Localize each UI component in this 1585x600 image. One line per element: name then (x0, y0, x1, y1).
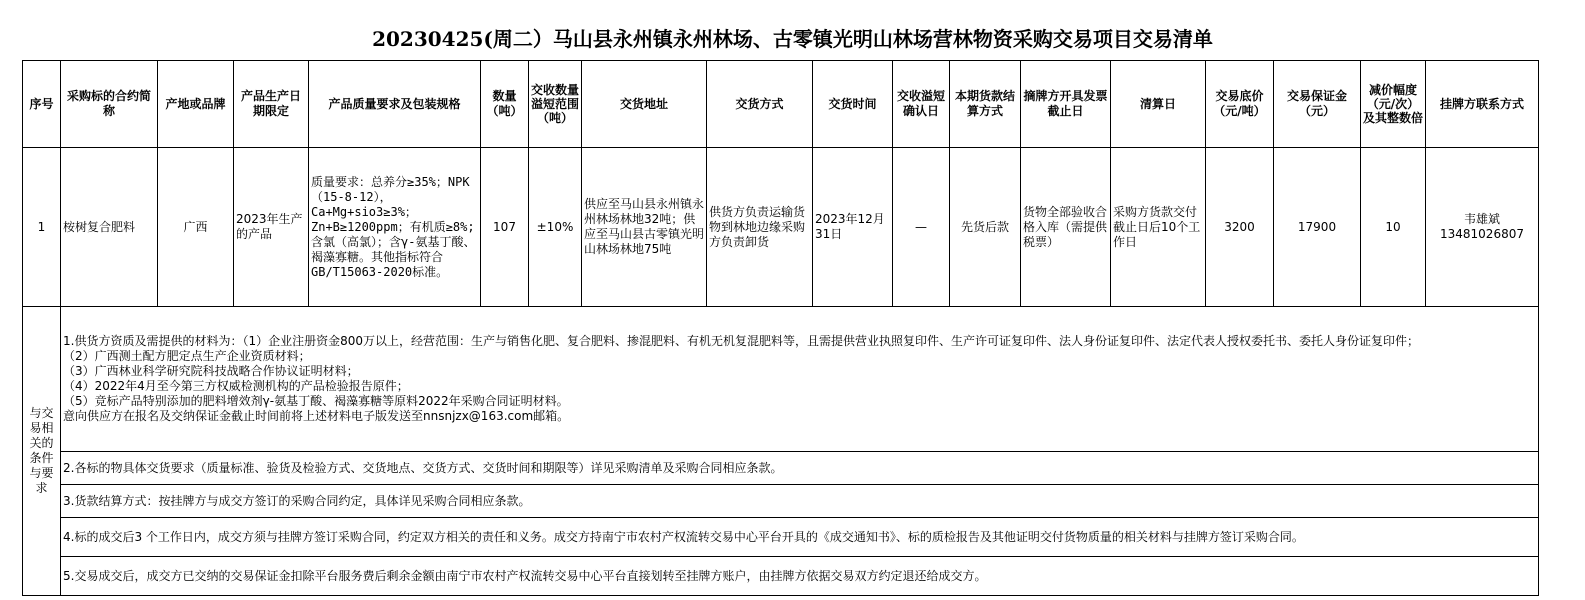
header-date: 产品生产日期限定 (234, 61, 309, 148)
header-qty: 数量（吨） (481, 61, 529, 148)
condition-row-3 (23, 485, 1539, 518)
header-name: 采购标的合约简称 (61, 61, 158, 148)
cell-seq: 1 (23, 148, 61, 307)
cell-time: 2023年12月31日 (813, 148, 893, 307)
cell-contact (1426, 148, 1539, 307)
cell-deposit: 17900 (1274, 148, 1361, 307)
cell-step: 10 (1361, 148, 1426, 307)
condition-1 (61, 307, 1539, 452)
header-quality: 产品质量要求及包装规格 (309, 61, 481, 148)
condition-2: 2.各标的物具体交货要求（质量标准、验货及检验方式、交货地点、交货方式、交货时间和期限等）详见采购清单及采购合同相应条款。 (61, 452, 1539, 485)
cell-date: 2023年生产的产品 (234, 148, 309, 307)
condition-row-4 (23, 518, 1539, 557)
cell-name: 桉树复合肥料 (61, 148, 158, 307)
cell-payment: 先货后款 (950, 148, 1021, 307)
header-invoice: 摘牌方开具发票截止日 (1021, 61, 1111, 148)
header-clear: 清算日 (1111, 61, 1206, 148)
header-row (23, 61, 1539, 148)
condition-row-5 (23, 557, 1539, 596)
condition-1-line: （5）竞标产品特别添加的肥料增效剂γ-氨基丁酸、褐藻寡糖等原料2022年采购合同证明材料。 (63, 394, 569, 408)
conditions-label: 与交易相关的条件与要求 (23, 307, 61, 596)
condition-1-line: （2）广西测土配方肥定点生产企业资质材料； (63, 349, 311, 363)
transaction-table (22, 60, 1539, 596)
contact-name: 韦雄斌 (1463, 212, 1500, 226)
header-step: 减价幅度（元/次）及其整数倍 (1361, 61, 1426, 148)
contact-phone: 13481026807 (1440, 227, 1524, 241)
condition-1-line: 1.供货方资质及需提供的材料为：（1）企业注册资金800万以上，经营范围：生产与销售化肥、复合肥料、掺混肥料、有机无机复混肥料等，且需提供营业执照复印件、生产许可证复印件、法人身份证复印件、法定代表人授权委托书、委托人身份证复印件； (63, 334, 1419, 348)
header-time: 交货时间 (813, 61, 893, 148)
cell-quality: 质量要求：总养分≥35%；NPK（15-8-12），Ca+Mg+sio3≥3%； Zn+B≥1200ppm；有机质≥8%;含氯（高氯）；含γ-氨基丁酸、褐藻寡糖。其他指标符合GB/T15063-2020标准。 (309, 148, 481, 307)
cell-method: 供货方负责运输货物到林地边缘采购方负责卸货 (707, 148, 813, 307)
header-deposit: 交易保证金（元） (1274, 61, 1361, 148)
table-row (23, 148, 1539, 307)
header-confirm: 交收溢短确认日 (893, 61, 950, 148)
cell-origin: 广西 (158, 148, 234, 307)
condition-row-2 (23, 452, 1539, 485)
cell-qty: 107 (481, 148, 529, 307)
condition-1-line: （3）广西林业科学研究院科技战略合作协议证明材料； (63, 364, 359, 378)
cell-clear: 采购方货款交付截止日后10个工作日 (1111, 148, 1206, 307)
condition-4: 4.标的成交后3 个工作日内，成交方须与挂牌方签订采购合同，约定双方相关的责任和义务。成交方持南宁市农村产权流转交易中心平台开具的《成交通知书》、标的质检报告及其他证明交付货物质量的相关材料与挂牌方签订采购合同。 (61, 518, 1539, 557)
header-origin: 产地或品牌 (158, 61, 234, 148)
header-range: 交收数量溢短范围（吨） (529, 61, 582, 148)
condition-3: 3.货款结算方式：按挂牌方与成交方签订的采购合同约定，具体详见采购合同相应条款。 (61, 485, 1539, 518)
condition-1-line: （4）2022年4月至今第三方权威检测机构的产品检验报告原件； (63, 379, 409, 393)
cell-addr: 供应至马山县永州镇永州林场林地32吨；供应至马山县古零镇光明山林场林地75吨 (582, 148, 707, 307)
page-title: 20230425(周二）马山县永州镇永州林场、古零镇光明山林场营林物资采购交易项目交易清单 (372, 27, 1213, 51)
header-payment: 本期货款结算方式 (950, 61, 1021, 148)
header-seq: 序号 (23, 61, 61, 148)
condition-row-1 (23, 307, 1539, 452)
cell-invoice: 货物全部验收合格入库（需提供税票） (1021, 148, 1111, 307)
condition-1-line: 意向供应方在报名及交纳保证金截止时间前将上述材料电子版发送至nnsnjzx@163.com邮箱。 (63, 409, 570, 423)
header-method: 交货方式 (707, 61, 813, 148)
cell-confirm: — (893, 148, 950, 307)
header-addr: 交货地址 (582, 61, 707, 148)
header-price: 交易底价（元/吨） (1206, 61, 1274, 148)
header-contact: 挂牌方联系方式 (1426, 61, 1539, 148)
cell-range: ±10% (529, 148, 582, 307)
condition-5: 5.交易成交后，成交方已交纳的交易保证金扣除平台服务费后剩余金额由南宁市农村产权流转交易中心平台直接划转至挂牌方账户，由挂牌方依据交易双方约定退还给成交方。 (61, 557, 1539, 596)
cell-price: 3200 (1206, 148, 1274, 307)
